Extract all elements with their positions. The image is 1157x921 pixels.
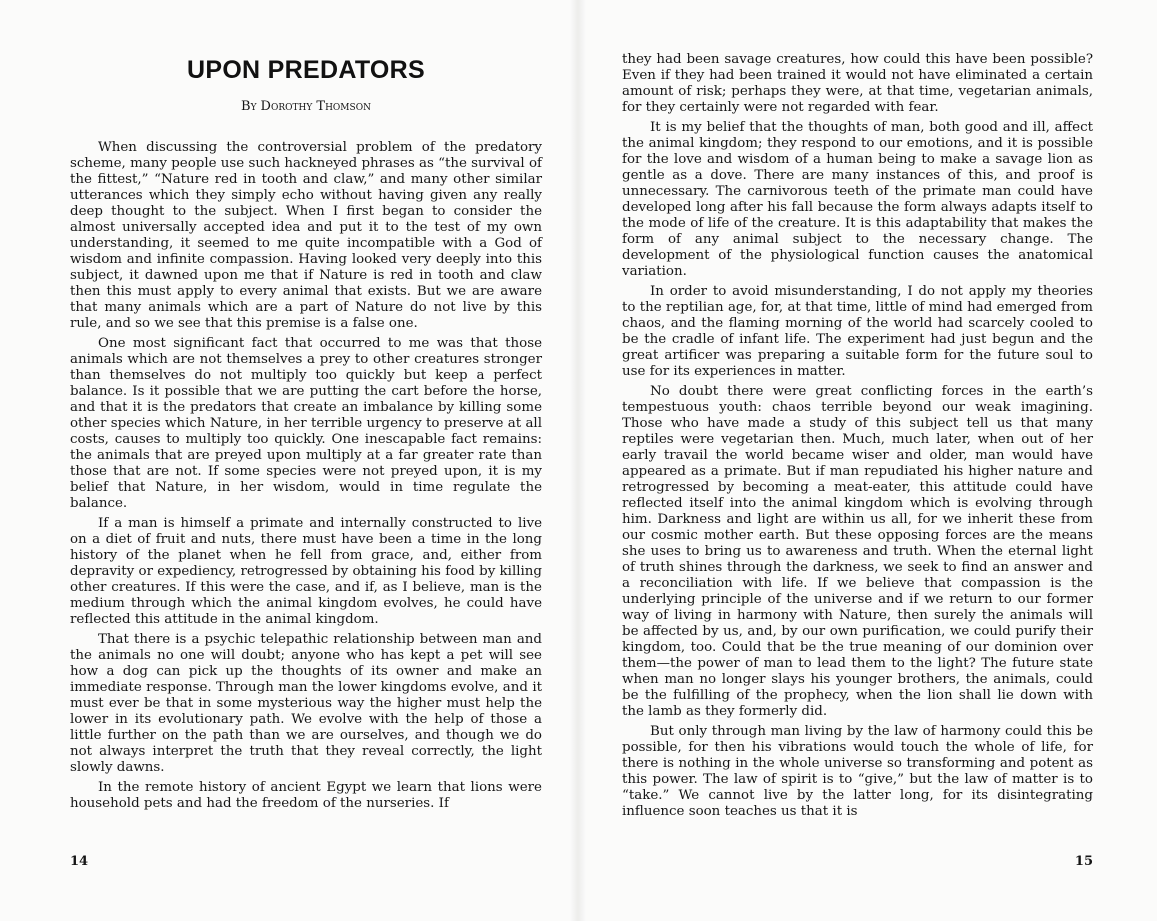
byline — [70, 99, 542, 114]
page-number-right: 15 — [1074, 854, 1093, 869]
right-page — [578, 0, 1157, 921]
left-body — [70, 140, 542, 812]
paragraph: In order to avoid misunderstanding, I do not apply my theories to the reptilian age, for, at that time, little of mind had emerged from chaos, and the flaming morning of the world had scarcely cooled to be the cradle of infant life. The experiment had just begun and the great artificer was preparing a suitable form for the future soul to use for its experiences in matter. — [622, 284, 1093, 379]
paragraph: No doubt there were great conflicting forces in the earth’s tempestuous youth: chaos terrible beyond our weak imagining. Those who have made a study of this subject tell us that many reptiles were vegetarian then. Much, much later, when out of her early travail the world became wiser and older, man would have appeared as a primate. But if man repudiated his higher nature and retrogressed by becoming a meat-eater, this attitude could have reflected itself into the animal kingdom which is evolving through him. Darkness and light are within us all, for we inherit these from our cosmic mother earth. But these opposing forces are the means she uses to bring us to awareness and truth. When the eternal light of truth shines through the darkness, we seek to find an answer and a reconciliation with life. If we believe that compassion is the underlying principle of the universe and if we return to our former way of living in harmony with Nature, then surely the animals will be affected by us, and, by our own purification, we could purify their kingdom, too. Could that be the true meaning of our dominion over them—the power of man to lead them to the light? The future state when man no longer slays his younger brothers, the animals, could be the fulfilling of the prophecy, when the lion shall lie down with the lamb as they formerly did. — [622, 384, 1093, 719]
right-body — [622, 52, 1093, 820]
article-title: UPON PREDATORS — [186, 56, 426, 84]
paragraph: When discussing the controversial problem of the predatory scheme, many people use such hackneyed phrases as “the survival of the fittest,” “Nature red in tooth and claw,” and many other similar utterances which they simply echo without having given any really deep thought to the subject. When I first began to consider the almost universally accepted idea and put it to the test of my own understanding, it seemed to me quite incompatible with a God of wisdom and infinite compassion. Having looked very deeply into this subject, it dawned upon me that if Nature is red in tooth and claw then this must apply to every animal that exists. But we are aware that many animals which are a part of Nature do not live by this rule, and so we see that this premise is a false one. — [70, 140, 542, 331]
left-page — [0, 0, 578, 921]
paragraph: One most significant fact that occurred to me was that those animals which are not themselves a prey to other creatures stronger than themselves do not multiply too quickly but keep a perfect balance. Is it possible that we are putting the cart before the horse, and that it is the predators that create an imbalance by killing some other species which Nature, in her terrible urgency to preserve at all costs, causes to multiply too quickly. One inescapable fact remains: the animals that are preyed upon multiply at a far greater rate than those that are not. If some species were not preyed upon, it is my belief that Nature, in her wisdom, would in time regulate the balance. — [70, 336, 542, 511]
paragraph: In the remote history of ancient Egypt we learn that lions were household pets and had the freedom of the nurseries. If — [70, 780, 542, 811]
paragraph: But only through man living by the law of harmony could this be possible, for then his vibrations would touch the whole of life, for there is nothing in the whole universe so transforming and potent as this power. The law of spirit is to “give,” but the law of matter is to “take.” We cannot live by the latter long, for its disintegrating influence soon teaches us that it is — [622, 724, 1093, 819]
page-number-left: 14 — [70, 854, 89, 869]
paragraph: That there is a psychic telepathic relationship between man and the animals no one will doubt; anyone who has kept a pet will see how a dog can pick up the thoughts of its owner and make an immediate response. Through man the lower kingdoms evolve, and it must ever be that in some mysterious way the higher must help the lower in its evolutionary path. We evolve with the help of those a little further on the path than we are ourselves, and though we do not always interpret the truth that they reveal correctly, the light slowly dawns. — [70, 632, 542, 775]
paragraph: If a man is himself a primate and internally constructed to live on a diet of fruit and nuts, there must have been a time in the long history of the planet when he fell from grace, and, either from depravity or expediency, retrogressed by obtaining his food by killing other creatures. If this were the case, and if, as I believe, man is the medium through which the animal kingdom evolves, he could have reflected this attitude in the animal kingdom. — [70, 516, 542, 627]
byline-prefix: By — [241, 99, 257, 114]
paragraph: It is my belief that the thoughts of man, both good and ill, affect the animal kingdom; they respond to our emotions, and it is possible for the love and wisdom of a human being to make a savage lion as gentle as a dove. There are many instances of this, and proof is unnecessary. The carnivorous teeth of the primate man could have developed long after his fall because the form always adapts itself to the mode of life of the creature. It is this adaptability that makes the form of any animal subject to the necessary change. The development of the physiological function causes the anatomical variation. — [622, 120, 1093, 279]
paragraph: they had been savage creatures, how could this have been possible? Even if they had been trained it would not have eliminated a certain amount of risk; perhaps they were, at that time, vegetarian animals, for they certainly were not regarded with fear. — [622, 52, 1093, 115]
byline-author: Dorothy Thomson — [260, 99, 371, 114]
